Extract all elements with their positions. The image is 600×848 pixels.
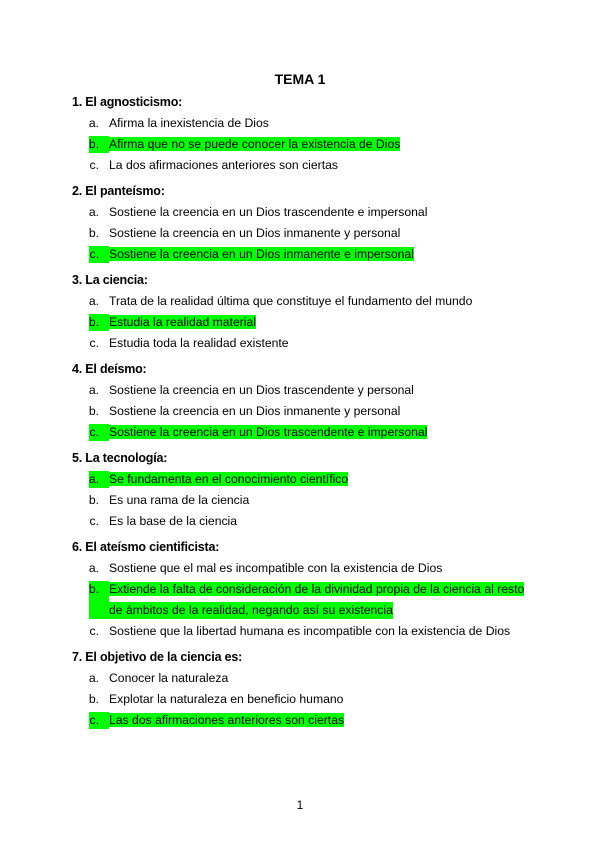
option-letter: c. (89, 425, 99, 439)
option-letter: c. (89, 514, 99, 528)
option-c (72, 623, 542, 640)
option-letter: b. (88, 137, 99, 151)
option-text: Explotar la naturaleza en beneficio humano (109, 692, 344, 706)
question-title: 5. La tecnología: (72, 451, 168, 465)
question-title: 4. El deísmo: (72, 362, 147, 376)
option-a (72, 204, 542, 221)
question-7 (72, 649, 542, 729)
question-4 (72, 361, 542, 441)
option-text: Sostiene la creencia en un Dios trascendente y personal (109, 383, 414, 397)
option-letter: a. (88, 472, 99, 486)
option-letter: b. (88, 315, 99, 329)
option-text: Sostiene la creencia en un Dios trascendente e impersonal (109, 205, 428, 219)
option-text: Sostiene que el mal es incompatible con la existencia de Dios (109, 561, 443, 575)
option-text: Sostiene la creencia en un Dios inmanente y personal (109, 226, 401, 240)
option-text: Sostiene la creencia en un Dios trascendente e impersonal (109, 425, 428, 439)
option-text: Estudia toda la realidad existente (109, 336, 289, 350)
question-2 (72, 183, 542, 263)
option-letter: b. (88, 692, 99, 706)
page-number: 1 (296, 798, 304, 812)
option-text: Sostiene que la libertad humana es incompatible con la existencia de Dios (109, 624, 511, 638)
option-a (72, 670, 542, 687)
option-b-correct (72, 314, 542, 331)
page-title: TEMA 1 (274, 71, 326, 87)
question-3 (72, 272, 542, 352)
option-text: Se fundamenta en el conocimiento científico (109, 472, 349, 486)
option-text: Trata de la realidad última que constituye el fundamento del mundo (109, 294, 473, 308)
question-title: 7. El objetivo de la ciencia es: (72, 650, 243, 664)
option-text: Sostiene la creencia en un Dios inmanente y personal (109, 404, 401, 418)
option-b-correct (72, 581, 542, 619)
option-b (72, 225, 542, 242)
option-text: Es una rama de la ciencia (109, 493, 250, 507)
option-letter: b. (88, 582, 99, 596)
option-c-correct (72, 424, 542, 441)
option-a (72, 115, 542, 132)
question-title: 3. La ciencia: (72, 273, 148, 287)
option-b-correct (72, 136, 542, 153)
option-letter: b. (88, 226, 99, 240)
option-text: Afirma la inexistencia de Dios (109, 116, 269, 130)
option-a (72, 560, 542, 577)
question-list (72, 94, 542, 738)
option-c (72, 335, 542, 352)
option-letter: c. (89, 336, 99, 350)
question-title: 1. El agnosticismo: (72, 95, 183, 109)
option-letter: c. (89, 247, 99, 261)
option-b (72, 403, 542, 420)
option-c-correct (72, 246, 542, 263)
option-text: Extiende la falta de consideración de la divinidad propia de la ciencia al resto (109, 582, 525, 596)
option-letter: c. (89, 624, 99, 638)
option-c (72, 157, 542, 174)
option-text: Las dos afirmaciones anteriores son ciertas (109, 713, 345, 727)
option-text-continued: de ámbitos de la realidad, negando así su existencia (109, 603, 393, 617)
option-text: Conocer la naturaleza (109, 671, 229, 685)
option-letter: a. (88, 116, 99, 130)
option-c (72, 513, 542, 530)
option-letter: a. (88, 671, 99, 685)
question-title: 2. El panteísmo: (72, 184, 165, 198)
option-c-correct (72, 712, 542, 729)
option-letter: c. (89, 158, 99, 172)
option-a (72, 293, 542, 310)
option-letter: a. (88, 561, 99, 575)
option-letter: b. (88, 493, 99, 507)
option-b (72, 492, 542, 509)
option-text: Estudia la realidad material (109, 315, 257, 329)
option-text: La dos afirmaciones anteriores son ciertas (109, 158, 338, 172)
option-a-correct (72, 471, 542, 488)
option-text: Es la base de la ciencia (109, 514, 238, 528)
question-6 (72, 539, 542, 640)
question-5 (72, 450, 542, 530)
question-title: 6. El ateísmo cientificista: (72, 540, 220, 554)
option-letter: a. (88, 294, 99, 308)
option-letter: a. (88, 383, 99, 397)
option-letter: a. (88, 205, 99, 219)
option-letter: b. (88, 404, 99, 418)
option-b (72, 691, 542, 708)
option-text: Sostiene la creencia en un Dios inmanente e impersonal (109, 247, 414, 261)
option-a (72, 382, 542, 399)
option-text: Afirma que no se puede conocer la existencia de Dios (109, 137, 401, 151)
option-letter: c. (89, 713, 99, 727)
question-1 (72, 94, 542, 174)
